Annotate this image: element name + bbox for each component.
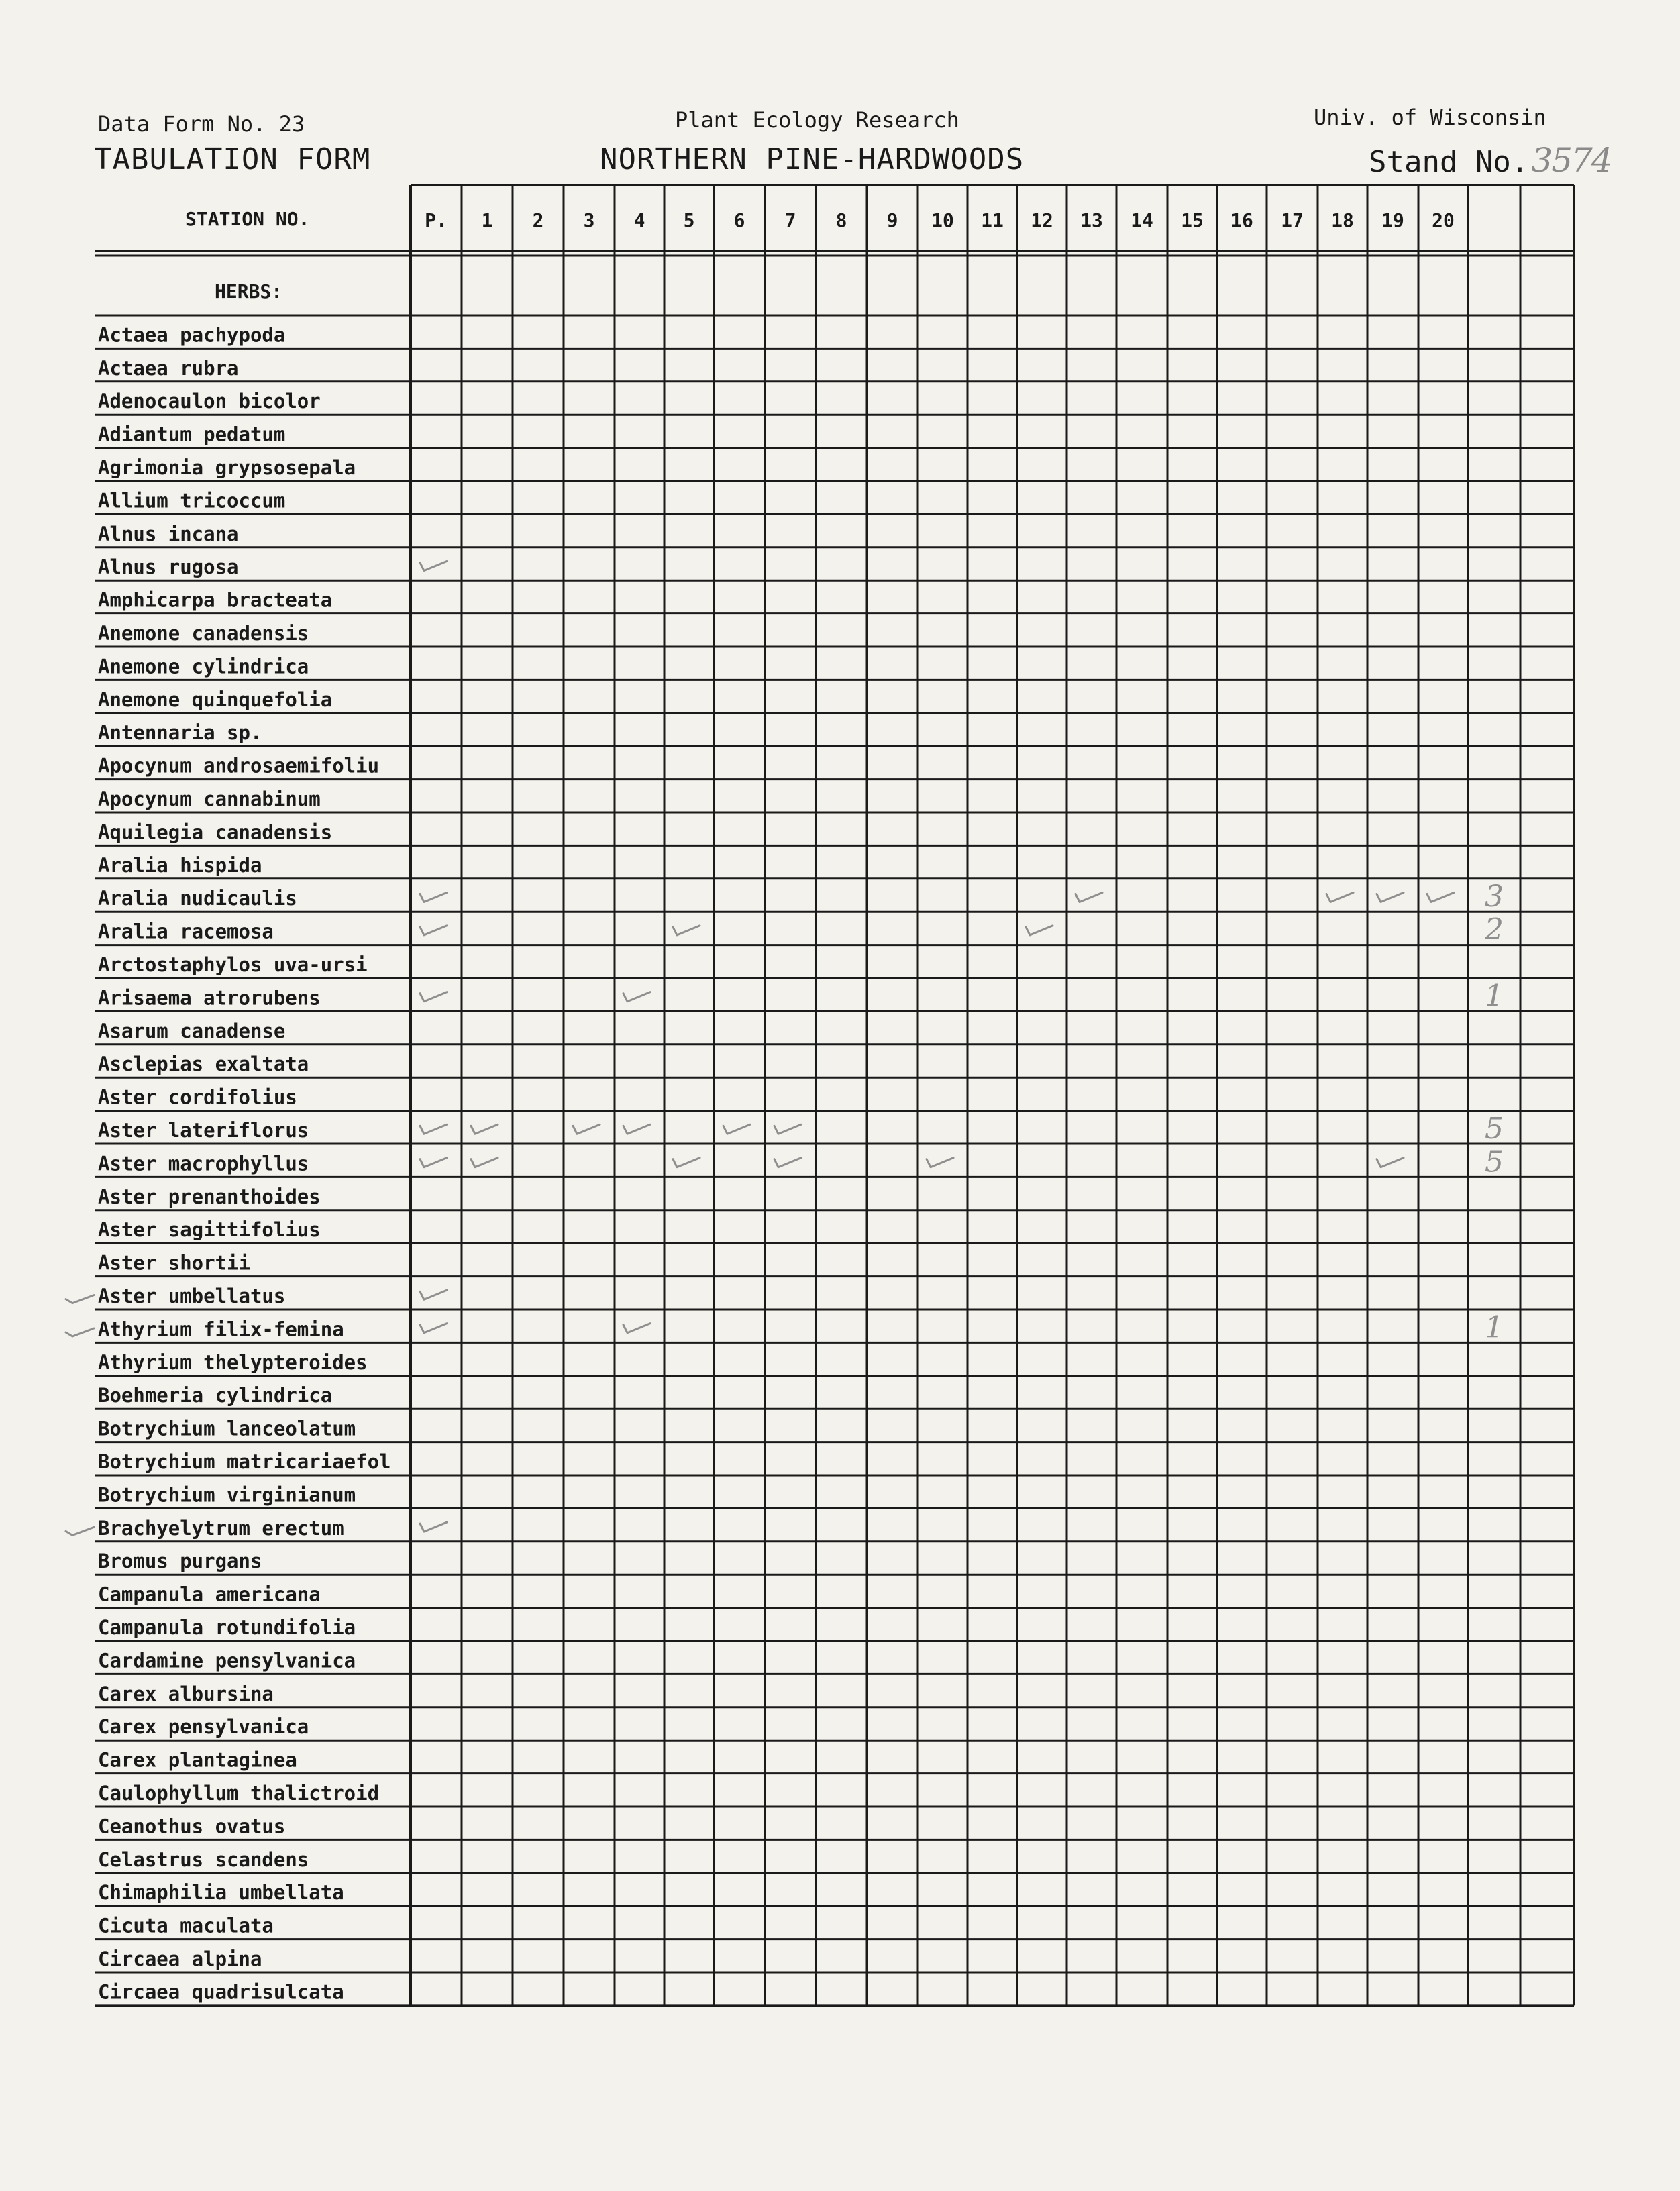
- column-header: 3: [583, 209, 595, 231]
- table-row: [98, 1782, 379, 1805]
- table-row: [66, 1310, 1504, 1344]
- species-name: Antennaria sp.: [98, 721, 262, 745]
- species-name: Apocynum androsaemifoliu: [98, 754, 380, 778]
- species-name: Anemone canadensis: [98, 622, 309, 645]
- species-name: Anemone cylindrica: [98, 655, 309, 678]
- species-name: Campanula rotundifolia: [98, 1616, 356, 1639]
- species-name: Cardamine pensylvanica: [98, 1649, 356, 1672]
- species-name: Carex albursina: [98, 1682, 274, 1705]
- species-name: Aster shortii: [98, 1251, 250, 1275]
- table-row: [98, 655, 309, 678]
- check-mark: [774, 1124, 801, 1134]
- table-row: [98, 555, 447, 578]
- column-header: 2: [532, 209, 544, 231]
- check-mark: [1377, 893, 1404, 902]
- table-row: [98, 755, 379, 778]
- column-header: 14: [1131, 209, 1153, 231]
- table-row: [98, 788, 321, 810]
- species-name: Agrimonia grypsosepala: [98, 456, 356, 479]
- tally-count: 1: [1485, 979, 1504, 1014]
- check-mark: [673, 926, 700, 935]
- species-name: Arctostaphylos uva-ursi: [98, 953, 368, 976]
- table-row: [98, 1384, 332, 1407]
- species-name: Adenocaulon bicolor: [98, 390, 321, 413]
- species-name: Botrychium matricariaefol: [98, 1450, 391, 1473]
- species-name: Athyrium filix-femina: [98, 1318, 344, 1341]
- table-row: [98, 1848, 309, 1871]
- species-name: Botrychium virginianum: [98, 1483, 356, 1507]
- column-header: 1: [481, 209, 493, 231]
- table-row: [98, 1053, 309, 1075]
- species-name: Caulophyllum thalictroid: [98, 1782, 380, 1805]
- table-row: [98, 1682, 274, 1705]
- research-label: Plant Ecology Research: [675, 107, 959, 133]
- stand-number-label: Stand No.: [1369, 145, 1529, 179]
- check-mark: [420, 893, 447, 902]
- table-row: [98, 1616, 356, 1639]
- species-name: Campanula americana: [98, 1583, 321, 1606]
- check-mark: [573, 1124, 600, 1134]
- species-name: Botrychium lanceolatum: [98, 1417, 356, 1440]
- check-mark: [420, 1290, 447, 1299]
- species-name: Aster macrophyllus: [98, 1152, 309, 1175]
- species-name: Aralia racemosa: [98, 920, 274, 943]
- form-type-title: TABULATION FORM: [94, 142, 371, 176]
- species-name: Actaea rubra: [98, 356, 239, 380]
- check-mark: [420, 562, 447, 571]
- table-row: [66, 1285, 447, 1307]
- table-row: [66, 1517, 447, 1540]
- column-header: 5: [683, 209, 695, 231]
- table-row: [98, 1450, 391, 1473]
- species-name: Aquilegia canadensis: [98, 820, 333, 844]
- stand-number-value: 3574: [1531, 141, 1612, 180]
- table-row: [98, 688, 332, 711]
- tally-count: 2: [1485, 912, 1504, 947]
- species-name: Ceanothus ovatus: [98, 1815, 286, 1838]
- table-row: [98, 1020, 285, 1043]
- species-name: Asarum canadense: [98, 1019, 286, 1043]
- table-row: [98, 1815, 285, 1837]
- species-name: Carex pensylvanica: [98, 1715, 309, 1739]
- species-name: Carex plantaginea: [98, 1748, 297, 1772]
- column-header: 15: [1181, 209, 1204, 231]
- section-label-herbs: HERBS:: [215, 280, 283, 303]
- check-mark: [1075, 893, 1102, 902]
- tally-count: 5: [1485, 1112, 1504, 1146]
- species-name: Celastrus scandens: [98, 1848, 309, 1871]
- table-row: [98, 523, 239, 545]
- page-title: NORTHERN PINE-HARDWOODS: [600, 142, 1025, 176]
- check-mark: [673, 1158, 700, 1167]
- column-header: 8: [835, 209, 847, 231]
- table-row: [98, 1483, 356, 1506]
- species-name: Circaea quadrisulcata: [98, 1980, 344, 2004]
- check-mark: [623, 1324, 650, 1333]
- check-mark: [774, 1158, 801, 1167]
- species-name: Arisaema atrorubens: [98, 986, 321, 1010]
- column-header: 19: [1381, 209, 1404, 231]
- table-row: [98, 622, 309, 645]
- species-name: Asclepias exaltata: [98, 1053, 309, 1076]
- column-header: 20: [1432, 209, 1455, 231]
- table-row: [98, 323, 285, 346]
- table-row: [98, 1550, 262, 1572]
- check-mark: [420, 1324, 447, 1333]
- margin-check-mark: [66, 1295, 94, 1303]
- check-mark: [623, 992, 650, 1002]
- check-mark: [420, 992, 447, 1002]
- table-row: [98, 1218, 321, 1241]
- check-mark: [420, 926, 447, 935]
- university-label: Univ. of Wisconsin: [1314, 105, 1546, 130]
- column-header: 12: [1031, 209, 1053, 231]
- table-row: [98, 1915, 274, 1937]
- species-name: Boehmeria cylindrica: [98, 1384, 333, 1407]
- species-name: Aster sagittifolius: [98, 1218, 321, 1242]
- species-name: Aralia hispida: [98, 853, 262, 877]
- table-row: [98, 1185, 321, 1208]
- column-header: 16: [1230, 209, 1253, 231]
- check-mark: [1427, 893, 1454, 902]
- table-row: [98, 1086, 297, 1109]
- column-header: 18: [1331, 209, 1354, 231]
- check-mark: [471, 1124, 498, 1134]
- species-name: Adiantum pedatum: [98, 423, 286, 446]
- table-row: [98, 357, 239, 380]
- column-header: 4: [633, 209, 645, 231]
- table-row: [98, 390, 321, 413]
- table-row: [98, 913, 1504, 947]
- check-mark: [723, 1124, 750, 1134]
- species-name: Alnus rugosa: [98, 555, 239, 579]
- check-mark: [1026, 926, 1053, 935]
- species-name: Athyrium thelypteroides: [98, 1350, 368, 1374]
- species-name: Brachyelytrum erectum: [98, 1516, 344, 1540]
- species-name: Actaea pachypoda: [98, 323, 286, 347]
- column-header: 13: [1080, 209, 1103, 231]
- column-header: 7: [784, 209, 796, 231]
- check-mark: [927, 1158, 953, 1167]
- column-header: 10: [931, 209, 954, 231]
- margin-check-mark: [66, 1328, 94, 1336]
- tally-count: 1: [1485, 1310, 1504, 1345]
- column-header: 17: [1281, 209, 1304, 231]
- table-row: [98, 1351, 368, 1374]
- table-row: [98, 1112, 1504, 1146]
- column-header: 6: [733, 209, 745, 231]
- column-header: P.: [425, 209, 448, 231]
- check-mark: [471, 1158, 498, 1167]
- species-name: Alnus incana: [98, 522, 239, 545]
- check-mark: [1377, 1158, 1404, 1167]
- table-row: [98, 489, 285, 512]
- table-row: [98, 1749, 297, 1772]
- table-row: [98, 1252, 250, 1275]
- table-row: [98, 1144, 1504, 1179]
- check-mark: [1326, 893, 1353, 902]
- table-row: [98, 589, 332, 612]
- table-row: [98, 879, 1504, 914]
- margin-check-mark: [66, 1527, 94, 1535]
- table-row: [98, 721, 262, 744]
- species-name: Aster umbellatus: [98, 1285, 286, 1307]
- species-name: Bromus purgans: [98, 1550, 262, 1573]
- table-row: [98, 1947, 262, 1970]
- table-row: [98, 1980, 344, 2003]
- table-row: [98, 820, 332, 843]
- table-row: [98, 953, 368, 976]
- species-name: Allium tricoccum: [98, 489, 286, 513]
- species-name: Anemone quinquefolia: [98, 688, 333, 711]
- check-mark: [420, 1158, 447, 1167]
- species-name: Aralia nudicaulis: [98, 887, 297, 910]
- table-row: [98, 854, 262, 877]
- table-row: [98, 1418, 356, 1440]
- check-mark: [420, 1124, 447, 1134]
- table-row: [98, 979, 1504, 1013]
- species-name: Apocynum cannabinum: [98, 788, 321, 810]
- table-row: [98, 1715, 309, 1738]
- species-name: Amphicarpa bracteata: [98, 588, 333, 612]
- species-name: Aster prenanthoides: [98, 1185, 321, 1208]
- table-row: [98, 1583, 321, 1606]
- tally-count: 5: [1485, 1144, 1504, 1179]
- species-name: Cicuta maculata: [98, 1914, 274, 1937]
- species-name: Circaea alpina: [98, 1947, 262, 1970]
- table-row: [98, 1649, 356, 1672]
- form-number: Data Form No. 23: [98, 111, 305, 137]
- station-number-header: STATION NO.: [185, 208, 310, 230]
- species-name: Chimaphilia umbellata: [98, 1881, 344, 1905]
- check-mark: [420, 1522, 447, 1532]
- column-header: 9: [886, 209, 898, 231]
- table-row: [98, 456, 356, 479]
- tally-count: 3: [1485, 879, 1504, 914]
- table-row: [98, 1881, 344, 1904]
- column-header: 11: [981, 209, 1004, 231]
- species-name: Aster cordifolius: [98, 1085, 297, 1109]
- check-mark: [623, 1124, 650, 1134]
- species-name: Aster lateriflorus: [98, 1119, 309, 1142]
- table-row: [98, 423, 285, 446]
